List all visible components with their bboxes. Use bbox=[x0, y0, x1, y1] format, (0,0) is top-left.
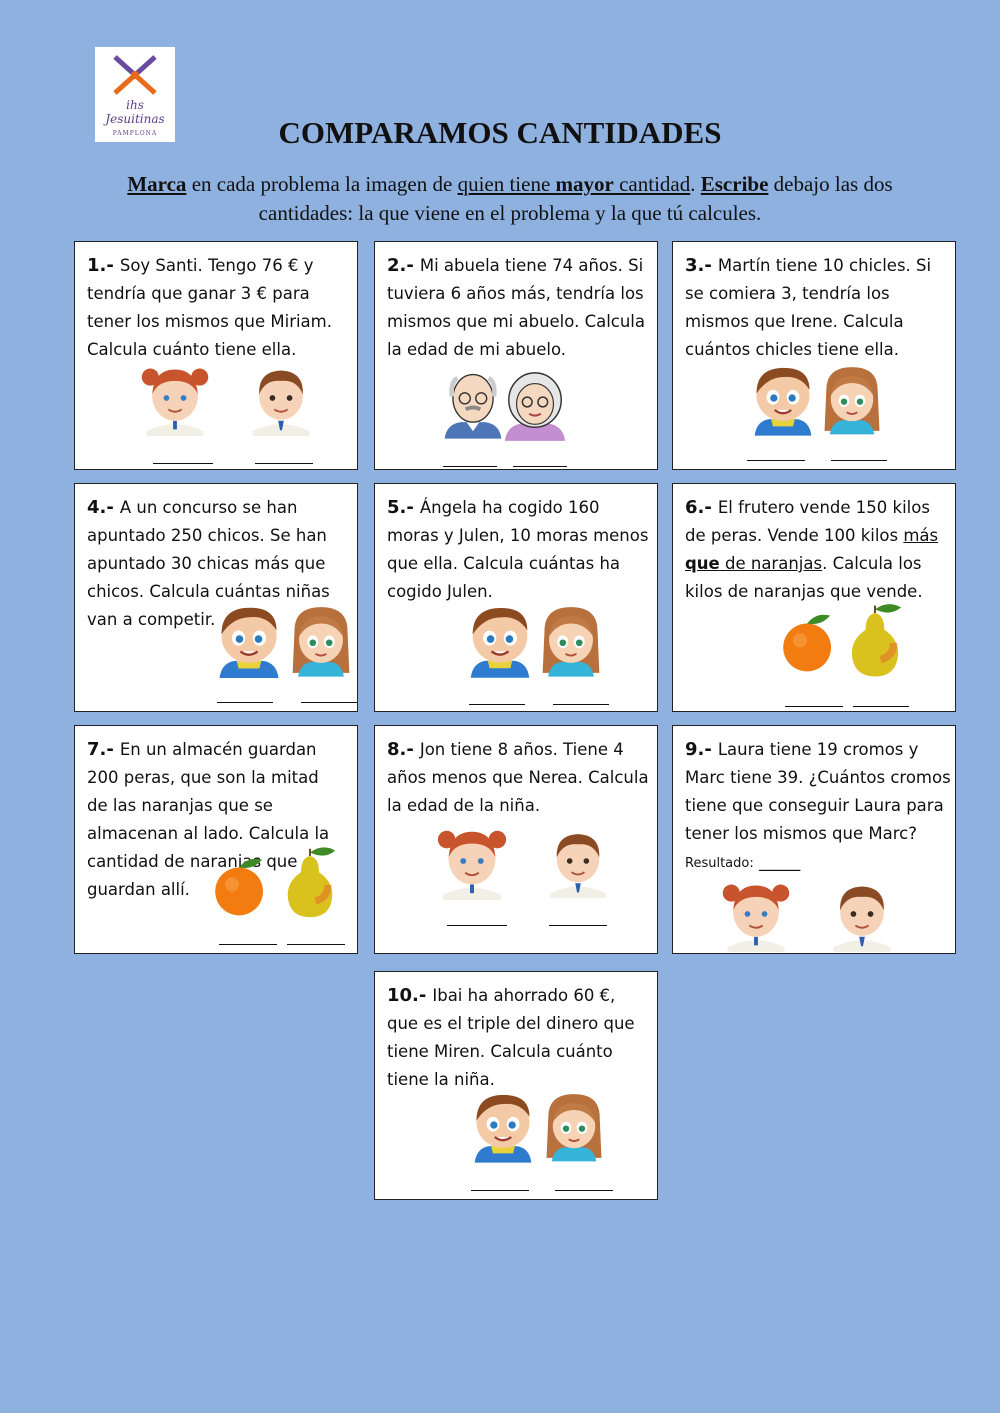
problem-statement: Soy Santi. Tengo 76 € y tendría que ganar 3 € para tener los mismos que Miriam. Calcula cuánto tiene ella. bbox=[87, 256, 332, 359]
problem-text bbox=[387, 494, 651, 606]
problem-number: 1.- bbox=[87, 255, 114, 276]
boy-figure-icon[interactable] bbox=[541, 822, 615, 900]
answer-blank[interactable] bbox=[153, 463, 213, 464]
problem-card-1 bbox=[74, 241, 358, 470]
problem-statement: A un concurso se han apuntado 250 chicos. Se han apuntado 30 chicas más que chicos. Calcula cuántas niñas van a competir. bbox=[87, 498, 330, 629]
problem-card-7 bbox=[74, 725, 358, 954]
kid-boy-figure-icon[interactable] bbox=[215, 602, 283, 678]
problem-number: 4.- bbox=[87, 497, 114, 518]
answer-blank[interactable] bbox=[471, 1190, 529, 1191]
page-title: COMPARAMOS CANTIDADES bbox=[278, 115, 722, 150]
kid-girl-figure-icon[interactable] bbox=[821, 362, 883, 436]
logo-text: ihs Jesuitinas bbox=[105, 98, 165, 126]
girl-figure-icon[interactable] bbox=[713, 876, 799, 952]
pear-fruit-icon[interactable] bbox=[283, 846, 337, 920]
problem-text bbox=[685, 736, 955, 878]
instructions bbox=[80, 170, 940, 228]
problem-number: 10.- bbox=[387, 985, 427, 1006]
logo-subtext: PAMPLONA bbox=[112, 130, 158, 137]
problem-card-2 bbox=[374, 241, 658, 470]
pear-fruit-icon[interactable] bbox=[847, 602, 903, 680]
kid-boy-figure-icon[interactable] bbox=[471, 1088, 535, 1164]
problem-number: 8.- bbox=[387, 739, 414, 760]
problem-statement: Ibai ha ahorrado 60 €, que es el triple del dinero que tiene Miren. Calcula cuánto tiene la niña. bbox=[387, 986, 635, 1089]
problem-card-4 bbox=[74, 483, 358, 712]
grandma-figure-icon[interactable] bbox=[501, 360, 569, 444]
answer-blank[interactable] bbox=[853, 706, 909, 707]
problem-number: 2.- bbox=[387, 255, 414, 276]
instruction-mayor: mayor bbox=[555, 172, 614, 196]
instruction-word-escribe: Escribe bbox=[700, 172, 769, 196]
problem-de-naranjas: de naranjas bbox=[719, 554, 823, 573]
instruction-underlined bbox=[458, 172, 691, 196]
kid-girl-figure-icon[interactable] bbox=[539, 602, 603, 678]
problem-card-6 bbox=[672, 483, 956, 712]
problem-text bbox=[685, 494, 949, 606]
problem-card-10 bbox=[374, 971, 658, 1200]
boy-figure-icon[interactable] bbox=[243, 360, 319, 436]
instruction-text: en cada problema la imagen de bbox=[186, 172, 458, 196]
answer-blank[interactable] bbox=[443, 466, 497, 467]
answer-blank[interactable] bbox=[831, 460, 887, 461]
girl-figure-icon[interactable] bbox=[137, 360, 213, 436]
problem-card-9 bbox=[672, 725, 956, 954]
answer-blank[interactable] bbox=[555, 1190, 613, 1191]
answer-blank[interactable] bbox=[255, 463, 313, 464]
instruction-word-marca: Marca bbox=[127, 172, 187, 196]
problem-number: 3.- bbox=[685, 255, 712, 276]
answer-blank[interactable] bbox=[553, 704, 609, 705]
problem-card-3 bbox=[672, 241, 956, 470]
answer-blank[interactable] bbox=[469, 704, 525, 705]
problem-number: 7.- bbox=[87, 739, 114, 760]
problem-text bbox=[387, 252, 651, 364]
kid-boy-figure-icon[interactable] bbox=[467, 602, 533, 678]
instruction-cantidad: cantidad bbox=[613, 172, 691, 196]
instruction-quien-tiene: quien tiene bbox=[457, 172, 556, 196]
boy-figure-icon[interactable] bbox=[823, 876, 901, 952]
kid-girl-figure-icon[interactable] bbox=[543, 1088, 605, 1164]
answer-blank[interactable] bbox=[219, 944, 277, 945]
problem-number: 6.- bbox=[685, 497, 712, 518]
instruction-text: . bbox=[690, 172, 701, 196]
answer-blank[interactable] bbox=[217, 702, 273, 703]
instruction-text: debajo las dos cantidades: la que viene en el problema y la que tú calcules. bbox=[258, 172, 893, 225]
kid-girl-figure-icon[interactable] bbox=[289, 602, 353, 678]
problem-number: 5.- bbox=[387, 497, 414, 518]
problem-statement-end: . Calcula los kilos de naranjas que vende. bbox=[685, 554, 923, 601]
grandpa-figure-icon[interactable] bbox=[441, 360, 505, 444]
problem-statement: Jon tiene 8 años. Tiene 4 años menos que Nerea. Calcula la edad de la niña. bbox=[387, 740, 649, 815]
problem-text bbox=[87, 252, 351, 364]
problem-card-5 bbox=[374, 483, 658, 712]
answer-blank[interactable] bbox=[785, 706, 843, 707]
problem-statement: En un almacén guardan 200 peras, que son la mitad de las naranjas que se almacenan al lado. Calcula la cantidad de naranjas que guardan allí. bbox=[87, 740, 330, 899]
answer-blank[interactable] bbox=[513, 466, 567, 467]
problem-mas: más bbox=[903, 526, 939, 545]
problem-text bbox=[685, 252, 949, 364]
result-label: Resultado: bbox=[685, 856, 754, 871]
problem-text bbox=[387, 982, 651, 1094]
answer-blank[interactable] bbox=[447, 925, 507, 926]
answer-blank[interactable] bbox=[287, 944, 345, 945]
problem-statement: El frutero vende 150 kilos de peras. Vende 100 kilos bbox=[685, 498, 930, 545]
problem-statement: Laura tiene 19 cromos y Marc tiene 39. ¿Cuántos cromos tiene que conseguir Laura para tener los mismos que Marc? bbox=[685, 740, 951, 843]
problem-number: 9.- bbox=[685, 739, 712, 760]
problem-statement: Martín tiene 10 chicles. Si se comiera 3, tendría los mismos que Irene. Calcula cuántos chicles tiene ella. bbox=[685, 256, 932, 359]
answer-blank[interactable] bbox=[301, 702, 357, 703]
problem-text bbox=[387, 736, 651, 820]
orange-fruit-icon[interactable] bbox=[209, 856, 271, 918]
problem-card-8 bbox=[374, 725, 658, 954]
answer-blank[interactable] bbox=[549, 925, 607, 926]
answer-blank[interactable] bbox=[747, 460, 805, 461]
result-blank[interactable]: _____ bbox=[758, 852, 801, 871]
orange-fruit-icon[interactable] bbox=[777, 612, 839, 674]
kid-boy-figure-icon[interactable] bbox=[751, 362, 815, 436]
problem-statement: Ángela ha cogido 160 moras y Julen, 10 moras menos que ella. Calcula cuántas ha cogido Julen. bbox=[387, 498, 649, 601]
girl-figure-icon[interactable] bbox=[431, 822, 513, 900]
problem-que: que bbox=[685, 554, 720, 573]
problem-statement: Mi abuela tiene 74 años. Si tuviera 6 años más, tendría los mismos que mi abuelo. Calcula la edad de mi abuelo. bbox=[387, 256, 646, 359]
